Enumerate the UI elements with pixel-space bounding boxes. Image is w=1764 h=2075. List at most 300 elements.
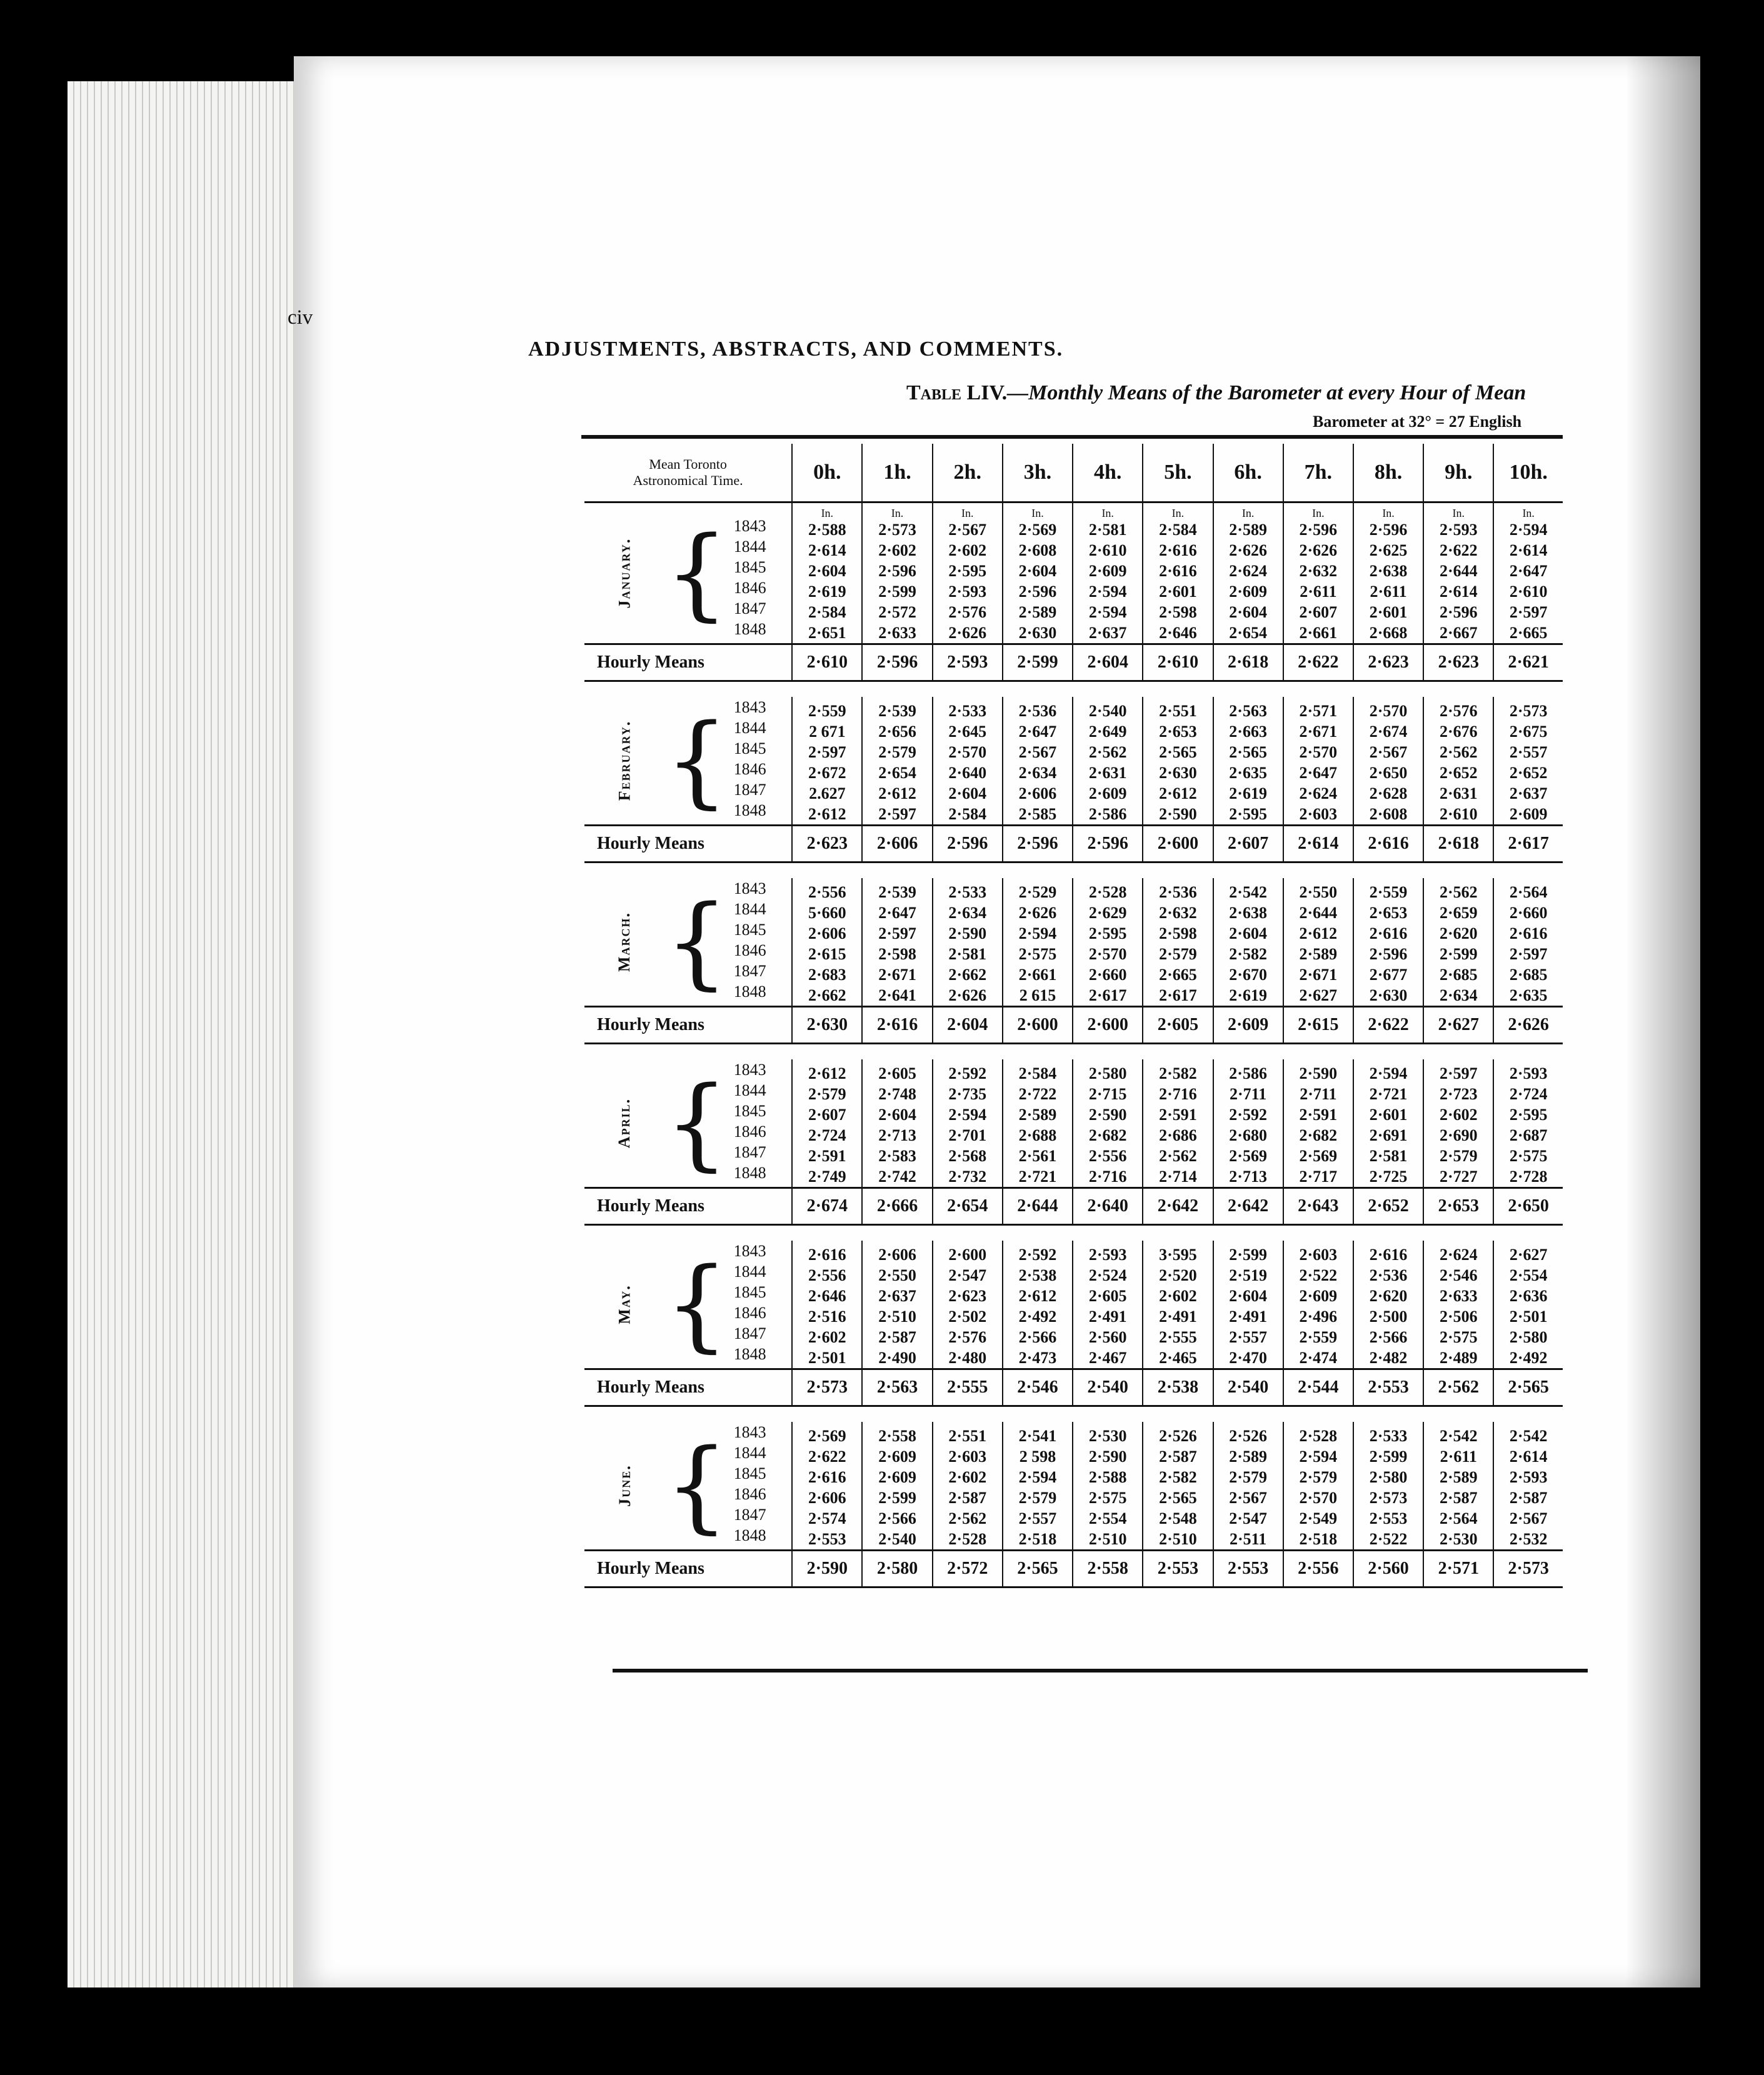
table-cell-value: 2·572 — [878, 603, 916, 621]
year-label: 1844 — [733, 538, 766, 556]
table-cell-value: 2·569 — [1299, 1147, 1338, 1165]
table-cell-value: 2·491 — [1159, 1308, 1197, 1326]
table-cell-value: 2·647 — [878, 904, 916, 922]
table-cell-value: 2·612 — [878, 784, 916, 802]
table-cell-value: 2·651 — [808, 624, 846, 642]
table-cell-value: 2·626 — [948, 986, 987, 1004]
hour-header-1: 1h. — [862, 444, 932, 502]
table-cell-value: 2·612 — [1018, 1287, 1057, 1305]
table-cell-value: 2·630 — [1159, 764, 1197, 782]
table-cell-value: 2·620 — [1369, 1287, 1408, 1305]
year-label: 1843 — [733, 1242, 766, 1260]
table-cell-value: 2·667 — [1439, 624, 1478, 642]
table-cell-value: 2·637 — [878, 1287, 916, 1305]
table-cell-value: 2·570 — [1299, 743, 1338, 761]
table-cell-value: 2·596 — [878, 562, 916, 580]
block-spacer — [584, 1225, 1563, 1241]
hour-column-values — [1283, 1241, 1353, 1369]
year-list — [729, 1059, 793, 1188]
table-cell-value: 2·550 — [1299, 883, 1338, 901]
hourly-mean-value: 2·621 — [1493, 644, 1563, 681]
table-cell-value: 2·542 — [1439, 1427, 1478, 1445]
table-cell-value: 2·604 — [1018, 562, 1057, 580]
table-cell-value: 2·638 — [1369, 562, 1408, 580]
table-cell-value: 2·579 — [808, 1085, 846, 1103]
table-cell-value: 2·713 — [1229, 1168, 1267, 1186]
table-cell-value: 2·624 — [1299, 784, 1338, 802]
unit-label: In. — [891, 507, 904, 519]
unit-label: In. — [1452, 507, 1465, 519]
table-cell-value: 2·564 — [1439, 1509, 1478, 1528]
hour-column-values — [1143, 1422, 1213, 1551]
table-cell-value: 2·582 — [1229, 945, 1267, 963]
month-label-cell — [584, 1241, 665, 1369]
table-cell-value: 2·510 — [1159, 1530, 1197, 1548]
table-cell-value: 2·589 — [1018, 603, 1057, 621]
table-cell-value: 2·606 — [808, 1489, 846, 1507]
table-cell-value: 2·603 — [1299, 1246, 1338, 1264]
table-cell-value: 2·587 — [1439, 1489, 1478, 1507]
table-cell-value: 2·581 — [1369, 1147, 1408, 1165]
brace-glyph: { — [664, 1427, 729, 1544]
table-cell-value: 2·683 — [808, 966, 846, 984]
table-cell-value: 2·473 — [1018, 1349, 1057, 1367]
table-cell-value: 2·602 — [948, 541, 987, 559]
page-number: civ — [288, 306, 313, 329]
table-cell-value: 2·549 — [1299, 1509, 1338, 1528]
table-cell-value: 2·632 — [1299, 562, 1338, 580]
barometer-note: Barometer at 32° = 27 English — [1313, 412, 1522, 431]
table-cell-value: 2·614 — [1509, 1448, 1548, 1466]
table-cell-value: 2·556 — [808, 1266, 846, 1284]
hourly-mean-value: 2·558 — [1073, 1551, 1143, 1588]
table-cell-value: 2·554 — [1509, 1266, 1548, 1284]
table-cell-value: 2·597 — [808, 743, 846, 761]
table-cell-value: 2·590 — [1088, 1106, 1127, 1124]
book-page-edges — [68, 81, 330, 1988]
table-cell-value: 2·665 — [1159, 966, 1197, 984]
hour-header-5: 5h. — [1143, 444, 1213, 502]
year-list — [729, 1241, 793, 1369]
hour-column-values — [1003, 1422, 1073, 1551]
year-label: 1846 — [733, 1122, 766, 1141]
hourly-mean-value: 2·674 — [792, 1188, 862, 1225]
hourly-mean-value: 2·605 — [1143, 1007, 1213, 1044]
hour-column-values — [1073, 502, 1143, 644]
table-cell-value: 2·594 — [1509, 521, 1548, 539]
table-cell-value: 2·635 — [1509, 986, 1548, 1004]
table-cell-value: 2·582 — [1159, 1468, 1197, 1486]
table-cell-value: 2·604 — [948, 784, 987, 802]
table-cell-value: 2·573 — [878, 521, 916, 539]
table-cell-value: 2·614 — [1509, 541, 1548, 559]
table-cell-value: 2·584 — [1018, 1064, 1057, 1082]
table-cell-value: 2·609 — [878, 1468, 916, 1486]
month-block — [584, 697, 1563, 826]
table-cell-value: 2·518 — [1299, 1530, 1338, 1548]
month-name: March. — [615, 911, 634, 972]
hourly-means-label: Hourly Means — [584, 1188, 792, 1225]
month-name: February. — [615, 720, 634, 801]
table-header-row — [584, 444, 1563, 502]
table-cell-value: 2·581 — [948, 945, 987, 963]
hour-column-values — [862, 1059, 932, 1188]
table-cell-value: 2·685 — [1439, 966, 1478, 984]
hourly-mean-value: 2·654 — [933, 1188, 1003, 1225]
hourly-mean-value: 2·607 — [1213, 826, 1283, 862]
table-cell-value: 2·555 — [1159, 1328, 1197, 1346]
table-cell-value: 2·590 — [948, 924, 987, 942]
table-cell-value: 2·715 — [1088, 1085, 1127, 1103]
table-cell-value: 2·491 — [1088, 1308, 1127, 1326]
year-label: 1845 — [733, 739, 766, 758]
table-cell-value: 2·575 — [1439, 1328, 1478, 1346]
table-cell-value: 2·589 — [1018, 1106, 1057, 1124]
table-cell-value: 2·604 — [1229, 924, 1267, 942]
table-cell-value: 2·550 — [878, 1266, 916, 1284]
table-cell-value: 2·671 — [1299, 966, 1338, 984]
hour-column-values — [1283, 1422, 1353, 1551]
table-cell-value: 2·569 — [808, 1427, 846, 1445]
hourly-mean-value: 2·622 — [1353, 1007, 1423, 1044]
table-cell-value: 2·601 — [1369, 1106, 1408, 1124]
hour-column-values — [1213, 1241, 1283, 1369]
hourly-mean-value: 2·623 — [792, 826, 862, 862]
table-cell-value: 2·530 — [1439, 1530, 1478, 1548]
hour-column-values — [1143, 697, 1213, 826]
table-cell-value: 2·510 — [878, 1308, 916, 1326]
table-cell-value: 2·589 — [1439, 1468, 1478, 1486]
table-cell-value: 2·567 — [948, 521, 987, 539]
corner-line-1: Mean Toronto — [649, 456, 727, 472]
year-list — [729, 697, 793, 826]
table-cell-value: 2·519 — [1229, 1266, 1267, 1284]
year-label: 1844 — [733, 1262, 766, 1281]
table-cell-value: 2·540 — [1088, 702, 1127, 720]
hour-column-values — [1213, 697, 1283, 826]
table-cell-value: 2·596 — [1018, 582, 1057, 601]
table-cell-value: 2·627 — [1509, 1246, 1548, 1264]
hourly-means-row — [584, 1007, 1563, 1044]
hour-column-values — [933, 1422, 1003, 1551]
table-cell-value: 2·721 — [1018, 1168, 1057, 1186]
table-cell-value: 2·553 — [1369, 1509, 1408, 1528]
table-cell-value: 2·566 — [878, 1509, 916, 1528]
table-cell-value: 2·609 — [1299, 1287, 1338, 1305]
hour-column-values — [1283, 878, 1353, 1007]
table-cell-value: 2·602 — [1439, 1106, 1478, 1124]
table-cell-value: 2·522 — [1369, 1530, 1408, 1548]
table-cell-value: 2·620 — [1439, 924, 1478, 942]
table-cell-value: 2·587 — [1159, 1448, 1197, 1466]
hour-header-0: 0h. — [792, 444, 862, 502]
hour-column-values — [1493, 1059, 1563, 1188]
table-cell-value: 2·636 — [1509, 1287, 1548, 1305]
table-cell-value: 2·599 — [1439, 945, 1478, 963]
hour-column-values — [1353, 1241, 1423, 1369]
hourly-means-row — [584, 1188, 1563, 1225]
table-cell-value: 2·628 — [1369, 784, 1408, 802]
brace-glyph: { — [664, 1246, 729, 1362]
hourly-mean-value: 2·565 — [1493, 1369, 1563, 1406]
hour-column-values — [1213, 1059, 1283, 1188]
table-cell-value: 2·616 — [808, 1468, 846, 1486]
table-cell-value: 2·589 — [1299, 945, 1338, 963]
table-cell-value: 2·590 — [1159, 805, 1197, 823]
year-label: 1843 — [733, 879, 766, 898]
table-cell-value: 2·580 — [1509, 1328, 1548, 1346]
table-cell-value: 2·721 — [1369, 1085, 1408, 1103]
table-cell-value: 2·547 — [948, 1266, 987, 1284]
table-cell-value: 2·611 — [1370, 582, 1407, 601]
hourly-mean-value: 2·538 — [1143, 1369, 1213, 1406]
table-cell-value: 2·567 — [1509, 1509, 1548, 1528]
hour-column-values — [1073, 1422, 1143, 1551]
hourly-mean-value: 2·573 — [792, 1369, 862, 1406]
table-cell-value: 2·596 — [1369, 945, 1408, 963]
table-cell-value: 2·662 — [948, 966, 987, 984]
table-cell-value: 2·594 — [1299, 1448, 1338, 1466]
table-cell-value: 2·533 — [948, 702, 987, 720]
table-cell-value: 2·609 — [1229, 582, 1267, 601]
table-cell-value: 2·467 — [1088, 1349, 1127, 1367]
hour-column-values — [1003, 1059, 1073, 1188]
table-cell-value: 2·593 — [1088, 1246, 1127, 1264]
hour-column-values — [933, 878, 1003, 1007]
table-cell-value: 2·594 — [1369, 1064, 1408, 1082]
table-cell-value: 2·559 — [1369, 883, 1408, 901]
table-title — [906, 381, 1526, 405]
hour-column-values — [792, 1241, 862, 1369]
table-cell-value: 2·528 — [1088, 883, 1127, 901]
month-block — [584, 502, 1563, 644]
hour-column-values — [862, 878, 932, 1007]
year-label: 1846 — [733, 579, 766, 597]
table-cell-value: 2·590 — [1299, 1064, 1338, 1082]
hour-column-values — [862, 502, 932, 644]
table-cell-value: 2·474 — [1299, 1349, 1338, 1367]
table-cell-value: 2·619 — [1229, 784, 1267, 802]
table-cell-value: 2·654 — [1229, 624, 1267, 642]
table-cell-value: 2·602 — [878, 541, 916, 559]
table-cell-value: 2·584 — [1159, 521, 1197, 539]
hour-column-values — [1493, 878, 1563, 1007]
table-cell-value: 2·604 — [1229, 1287, 1267, 1305]
table-cell-value: 2·542 — [1509, 1427, 1548, 1445]
hour-column-values — [1423, 502, 1493, 644]
table-cell-value: 2·609 — [1088, 562, 1127, 580]
table-cell-value: 2·557 — [1509, 743, 1548, 761]
table-cell-value: 2·624 — [1439, 1246, 1478, 1264]
table-cell-value: 2·685 — [1509, 966, 1548, 984]
table-cell-value: 2·575 — [1088, 1489, 1127, 1507]
table-cell-value: 2·563 — [1229, 702, 1267, 720]
year-label: 1848 — [733, 620, 766, 638]
table-cell-value: 2·724 — [1509, 1085, 1548, 1103]
table-cell-value: 2·594 — [1018, 924, 1057, 942]
hour-column-values — [1073, 1241, 1143, 1369]
table-cell-value: 2·647 — [1509, 562, 1548, 580]
table-cell-value: 2·465 — [1159, 1349, 1197, 1367]
table-cell-value: 2·579 — [1299, 1468, 1338, 1486]
table-cell-value: 2·526 — [1229, 1427, 1267, 1445]
hourly-mean-value: 2·666 — [862, 1188, 932, 1225]
hourly-mean-value: 2·596 — [862, 644, 932, 681]
hourly-mean-value: 2·572 — [933, 1551, 1003, 1588]
hour-column-values — [1143, 878, 1213, 1007]
hourly-mean-value: 2·556 — [1283, 1551, 1353, 1588]
hour-column-values — [1353, 878, 1423, 1007]
year-label: 1848 — [733, 982, 766, 1001]
table-cell-value: 2·592 — [1229, 1106, 1267, 1124]
table-cell-value: 2·653 — [1369, 904, 1408, 922]
hourly-mean-value: 2·596 — [1073, 826, 1143, 862]
hour-column-values — [1283, 697, 1353, 826]
hourly-mean-value: 2·553 — [1213, 1551, 1283, 1588]
block-spacer-cell — [584, 1406, 1563, 1422]
year-label: 1847 — [733, 1506, 766, 1524]
month-label-cell — [584, 502, 665, 644]
table-cell-value: 2·649 — [1088, 722, 1127, 741]
hour-column-values — [1423, 878, 1493, 1007]
table-cell-value: 2·633 — [878, 624, 916, 642]
table-cell-value: 2·627 — [1299, 986, 1338, 1004]
year-label: 1845 — [733, 1464, 766, 1482]
table-cell-value: 2·511 — [1230, 1530, 1267, 1548]
table-cell-value: 2·603 — [948, 1448, 987, 1466]
table-cell-value: 2·641 — [878, 986, 916, 1004]
month-block — [584, 1241, 1563, 1369]
table-cell-value: 2·547 — [1229, 1509, 1267, 1528]
month-name: June. — [615, 1464, 634, 1507]
year-label: 1846 — [733, 1304, 766, 1322]
table-cell-value: 2·516 — [808, 1308, 846, 1326]
table-cell-value: 2·686 — [1159, 1126, 1197, 1144]
hour-column-values — [1143, 1059, 1213, 1188]
table-cell-value: 2·522 — [1299, 1266, 1338, 1284]
table-cell-value: 2·584 — [808, 603, 846, 621]
table-cell-value: 2·611 — [1440, 1448, 1477, 1466]
hourly-mean-value: 2·643 — [1283, 1188, 1353, 1225]
table-cell-value: 2·528 — [948, 1530, 987, 1548]
table-cell-value: 2·540 — [878, 1530, 916, 1548]
year-label: 1843 — [733, 1423, 766, 1441]
table-cell-value: 2·599 — [1229, 1246, 1267, 1264]
table-cell-value: 2·553 — [808, 1530, 846, 1548]
hourly-mean-value: 2·600 — [1143, 826, 1213, 862]
table-cell-value: 2·538 — [1018, 1266, 1057, 1284]
table-cell-value: 2·599 — [878, 1489, 916, 1507]
table-cell-value: 2·601 — [1159, 582, 1197, 601]
table-cell-value: 2·565 — [1229, 743, 1267, 761]
table-cell-value: 2·595 — [1229, 805, 1267, 823]
table-cell-value: 2·671 — [878, 966, 916, 984]
hour-column-values — [1003, 697, 1073, 826]
table-cell-value: 2·622 — [1439, 541, 1478, 559]
block-spacer-cell — [584, 862, 1563, 879]
table-cell-value: 2·562 — [1088, 743, 1127, 761]
table-cell-value: 2·661 — [1018, 966, 1057, 984]
table-bottom-rule — [613, 1669, 1588, 1672]
hourly-mean-value: 2·553 — [1353, 1369, 1423, 1406]
month-label-cell — [584, 878, 665, 1007]
table-cell-value: 2·682 — [1088, 1126, 1127, 1144]
table-cell-value: 2·598 — [1159, 603, 1197, 621]
hourly-mean-value: 2·563 — [862, 1369, 932, 1406]
hourly-mean-value: 2·599 — [1003, 644, 1073, 681]
month-label-cell — [584, 697, 665, 826]
table-cell-value: 2·616 — [1509, 924, 1548, 942]
table-cell-value: 2·711 — [1300, 1085, 1337, 1103]
table-cell-value: 2·680 — [1229, 1126, 1267, 1144]
table-cell-value: 2·585 — [1018, 805, 1057, 823]
table-cell-value: 2·533 — [1369, 1427, 1408, 1445]
hour-column-values — [792, 502, 862, 644]
table-cell-value: 2·607 — [1299, 603, 1338, 621]
year-label: 1848 — [733, 1345, 766, 1363]
hourly-mean-value: 2·610 — [792, 644, 862, 681]
table-cell-value: 2·598 — [878, 945, 916, 963]
block-spacer — [584, 1044, 1563, 1060]
hourly-mean-value: 2·650 — [1493, 1188, 1563, 1225]
table-cell-value: 2·614 — [1439, 582, 1478, 601]
table-cell-value: 2·640 — [948, 764, 987, 782]
year-label: 1848 — [733, 1526, 766, 1544]
hour-column-values — [792, 1059, 862, 1188]
block-spacer-cell — [584, 1225, 1563, 1241]
table-cell-value: 2·615 — [808, 945, 846, 963]
hourly-mean-value: 2·618 — [1423, 826, 1493, 862]
table-cell-value: 2·506 — [1439, 1308, 1478, 1326]
table-title-prefix: Table LIV. — [906, 381, 1008, 404]
hourly-mean-value: 2·610 — [1143, 644, 1213, 681]
year-label: 1847 — [733, 1324, 766, 1342]
month-name: January. — [615, 538, 634, 609]
table-cell-value: 2·532 — [1509, 1530, 1548, 1548]
table-cell-value: 2·594 — [948, 1106, 987, 1124]
table-cell-value: 2·597 — [1509, 603, 1548, 621]
table-cell-value: 2·638 — [1229, 904, 1267, 922]
hour-column-values — [1423, 1422, 1493, 1551]
table-cell-value: 2·596 — [1299, 521, 1338, 539]
table-cell-value: 2·492 — [1018, 1308, 1057, 1326]
table-cell-value: 2·716 — [1159, 1085, 1197, 1103]
table-cell-value: 2·587 — [948, 1489, 987, 1507]
block-spacer — [584, 681, 1563, 698]
table-cell-value: 2·579 — [878, 743, 916, 761]
table-cell-value: 2·714 — [1159, 1168, 1197, 1186]
table-cell-value: 2·554 — [1088, 1509, 1127, 1528]
table-cell-value: 2·570 — [948, 743, 987, 761]
table-cell-value: 2·668 — [1369, 624, 1408, 642]
hourly-means-label: Hourly Means — [584, 1007, 792, 1044]
hour-header-3: 3h. — [1003, 444, 1073, 502]
table-cell-value: 2·677 — [1369, 966, 1408, 984]
year-label: 1845 — [733, 921, 766, 939]
table-cell-value: 2·602 — [808, 1328, 846, 1346]
hourly-mean-value: 2·596 — [933, 826, 1003, 862]
hour-header-10: 10h. — [1493, 444, 1563, 502]
table-cell-value: 2·724 — [808, 1126, 846, 1144]
block-spacer-cell — [584, 1044, 1563, 1060]
table-cell-value: 2·591 — [808, 1147, 846, 1165]
hour-column-values — [1423, 1241, 1493, 1369]
year-label: 1846 — [733, 760, 766, 778]
table-cell-value: 2·742 — [878, 1168, 916, 1186]
hourly-mean-value: 2·627 — [1423, 1007, 1493, 1044]
table-cell-value: 2·501 — [1509, 1308, 1548, 1326]
year-label: 1844 — [733, 900, 766, 918]
